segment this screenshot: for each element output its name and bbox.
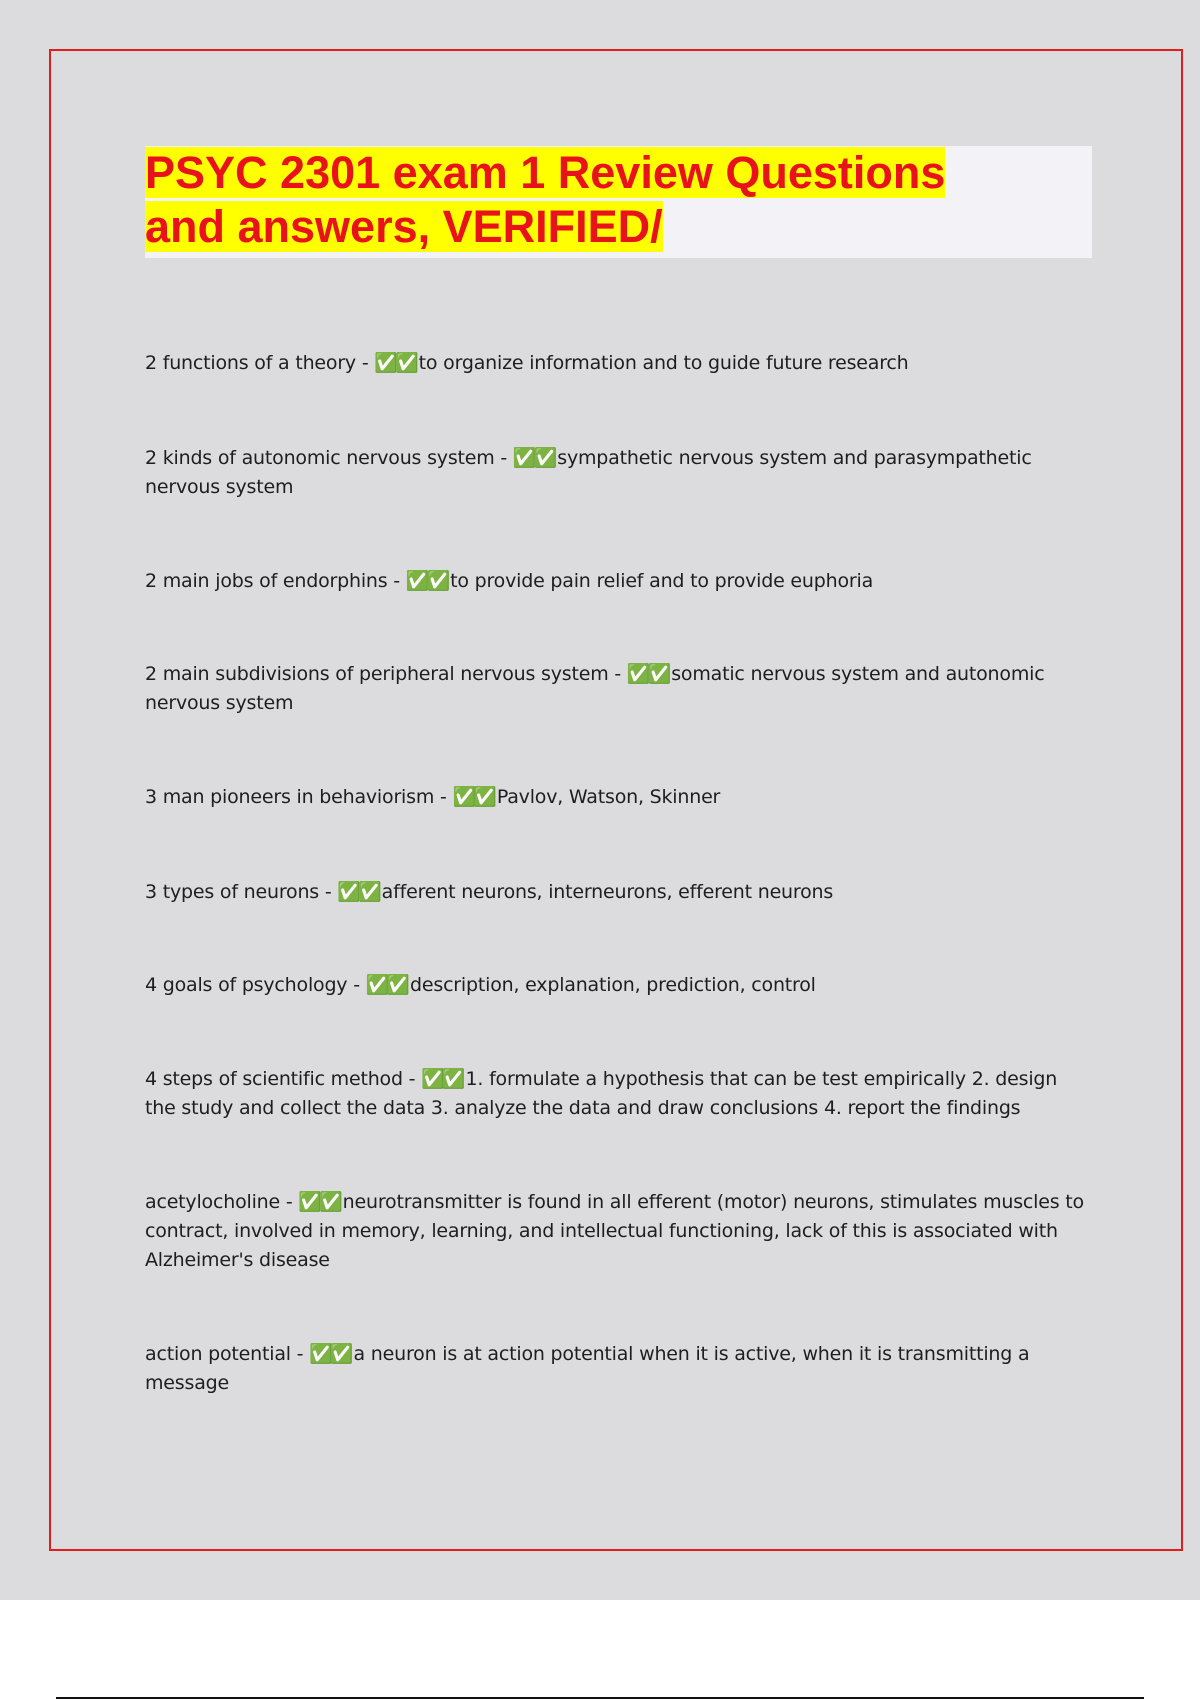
double-check-icon: ✅✅ [421, 1068, 463, 1090]
qa-entry [145, 567, 873, 596]
entry-answer: to provide pain relief and to provide euphoria [450, 570, 874, 592]
qa-entry [145, 1065, 1090, 1123]
entry-term: 2 main jobs of endorphins - [145, 570, 406, 592]
title-line-2: and answers, VERIFIED/ [145, 201, 663, 252]
qa-entry [145, 1188, 1090, 1275]
qa-entry [145, 1340, 1090, 1398]
double-check-icon: ✅✅ [452, 786, 494, 808]
entry-term: 4 steps of scientific method - [145, 1068, 422, 1090]
double-check-icon: ✅✅ [626, 663, 669, 685]
qa-entry [145, 660, 1090, 718]
qa-entry [145, 783, 720, 812]
document-title [145, 146, 1092, 254]
footer-rule [56, 1697, 1144, 1699]
entry-answer: 1. formulate a hypothesis that can be test empirically 2. design the study and collect the data 3. analyze the data and draw conclusions 4. report the findings [145, 1068, 1058, 1119]
entry-answer: neurotransmitter is found in all efferent (motor) neurons, stimulates muscles to contract, involved in memory, learning, and intellectual functioning, lack of this is associated with Alzheimer's disease [145, 1191, 1084, 1271]
entry-answer: sympathetic nervous system and parasympathetic nervous system [145, 447, 1032, 498]
entry-answer: afferent neurons, interneurons, efferent neurons [381, 881, 834, 903]
entry-answer: a neuron is at action potential when it is active, when it is transmitting a message [145, 1343, 1030, 1394]
double-check-icon: ✅✅ [337, 881, 379, 903]
entry-answer: to organize information and to guide future research [418, 352, 909, 374]
entry-term: 2 main subdivisions of peripheral nervous system - [145, 663, 627, 685]
entry-term: acetylocholine - [145, 1191, 299, 1213]
entry-answer: description, explanation, prediction, control [410, 974, 816, 996]
entry-term: 3 man pioneers in behaviorism - [145, 786, 453, 808]
qa-entry [145, 971, 816, 1000]
double-check-icon: ✅✅ [309, 1343, 351, 1365]
qa-entry [145, 878, 833, 907]
entry-term: 3 types of neurons - [145, 881, 338, 903]
qa-entry [145, 444, 1090, 502]
title-block [145, 146, 1092, 258]
double-check-icon: ✅✅ [374, 352, 416, 374]
double-check-icon: ✅✅ [512, 447, 555, 469]
qa-entry [145, 349, 909, 378]
double-check-icon: ✅✅ [365, 974, 408, 996]
entry-term: 2 functions of a theory - [145, 352, 375, 374]
entry-answer: Pavlov, Watson, Skinner [496, 786, 721, 808]
double-check-icon: ✅✅ [405, 570, 448, 592]
entry-term: 2 kinds of autonomic nervous system - [145, 447, 513, 469]
entry-answer: somatic nervous system and autonomic nervous system [145, 663, 1045, 714]
entry-term: action potential - [145, 1343, 310, 1365]
entry-term: 4 goals of psychology - [145, 974, 366, 996]
double-check-icon: ✅✅ [298, 1191, 340, 1213]
title-line-1: PSYC 2301 exam 1 Review Questions [145, 147, 946, 198]
